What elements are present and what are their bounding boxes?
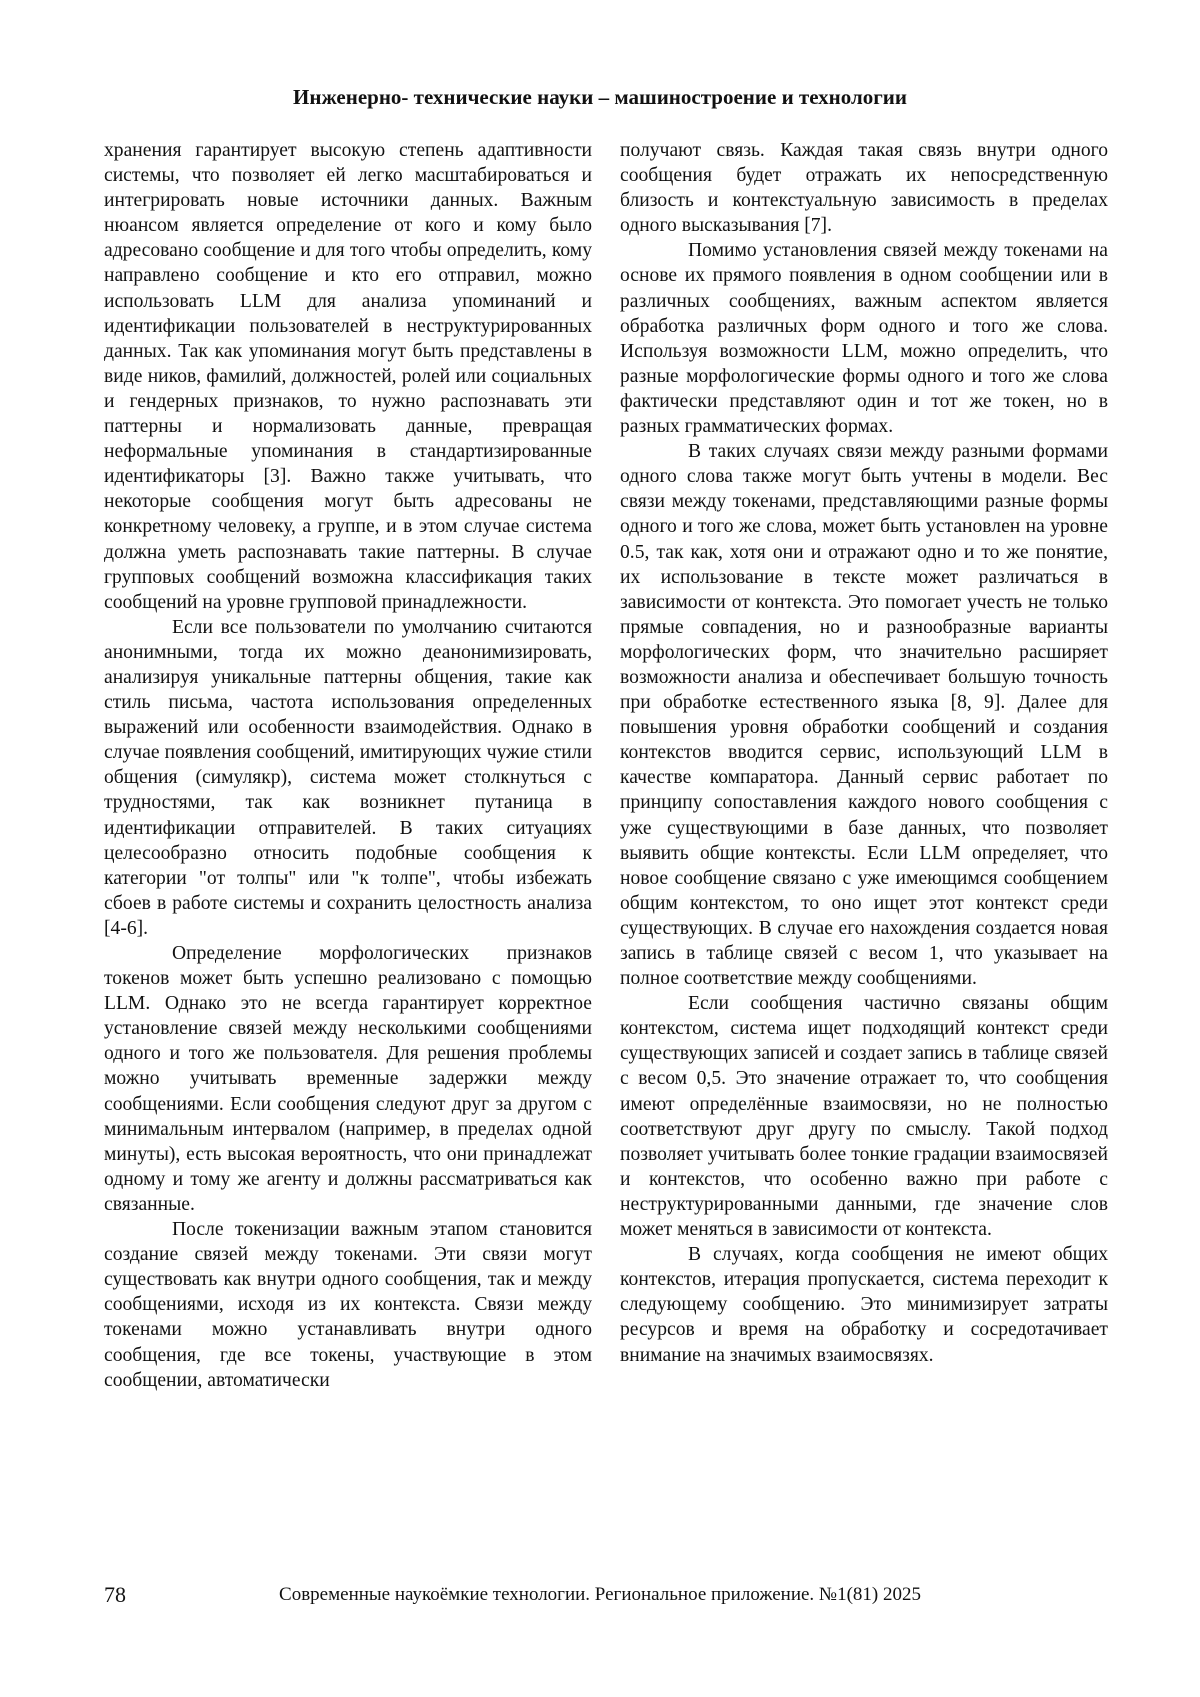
paragraph: Если все пользователи по умолчанию считаются анонимными, тогда их можно деанонимизировать, анализируя уникальные паттерны общения, такие как стиль письма, частота использования определенных выражений или особенности взаимодействия. Однако в случае появления сообщений, имитирующих чужие стили общения (симулякр), система может столкнуться с трудностями, так как возникнет путаница в идентификации отправителей. В таких ситуациях целесообразно относить подобные сообщения к категории "от толпы" или "к толпе", чтобы избежать сбоев в работе системы и сохранить целостность анализа [4-6]. [104,616,592,939]
running-title: Инженерно- технические науки – машиностроение и технологии [293,85,907,109]
paragraph: В случаях, когда сообщения не имеют общих контекстов, итерация пропускается, система переходит к следующему сообщению. Это минимизирует затраты ресурсов и время на обработку и сосредотачивает внимание на значимых взаимосвязях. [620,1244,1108,1366]
page-footer [0,1582,1200,1612]
paragraph: В таких случаях связи между разными формами одного слова также могут быть учтены в модели. Вес связи между токенами, представляющими разные формы одного и того же слова, может быть установлен на уровне 0.5, так как, хотя они и отражают одно и то же понятие, их использование в тексте может различаться в зависимости от контекста. Это помогает учесть не только прямые совпадения, но и разнообразные варианты морфологических форм, что значительно расширяет возможности анализа и обеспечивает большую точность при обработке естественного языка [8, 9]. Далее для повышения уровня обработки сообщений и создания контекстов вводится сервис, использующий LLM в качестве компаратора. Данный сервис работает по принципу сопоставления каждого нового сообщения с уже существующими в базе данных, что позволяет выявить общие контексты. Если LLM определяет, что новое сообщение связано с уже имеющимся сообщением общим контекстом, то оно ищет этот контекст среди существующих. В случае его нахождения создается новая запись в таблице связей с весом 1, что указывает на полное соответствие между сообщениями. [620,441,1108,990]
paragraph: Если сообщения частично связаны общим контекстом, система ищет подходящий контекст среди существующих записей и создает запись в таблице связей с весом 0,5. Это значение отражает то, что сообщения имеют определённые взаимосвязи, но не полностью соответствуют друг другу по смыслу. Такой подход позволяет учитывать более тонкие градации взаимосвязей и контекстов, что особенно важно при работе с неструктурированными данными, где значение слов может меняться в зависимости от контекста. [620,993,1108,1241]
right-column [620,138,1108,1368]
page-number: 78 [104,1582,126,1607]
paragraph: Определение морфологических признаков токенов может быть успешно реализовано с помощью LLM. Однако это не всегда гарантирует корректное установление связей между несколькими сообщениями одного и того же пользователя. Для решения проблемы можно учитывать временные задержки между сообщениями. Если сообщения следуют друг за другом с минимальным интервалом (например, в пределах одной минуты), есть высокая вероятность, что они принадлежат одному и тому же агенту и должны рассматриваться как связанные. [104,943,592,1215]
paragraph: хранения гарантирует высокую степень адаптивности системы, что позволяет ей легко масштабироваться и интегрировать новые источники данных. Важным нюансом является определение от кого и кому было адресовано сообщение и для того чтобы определить, кому направлено сообщение и кто его отправил, можно использовать LLM для анализа упоминаний и идентификации пользователей в неструктурированных данных. Так как упоминания могут быть представлены в виде ников, фамилий, должностей, ролей или социальных и гендерных признаков, то нужно распознавать эти паттерны и нормализовать данные, превращая неформальные упоминания в стандартизированные идентификаторы [3]. Важно также учитывать, что некоторые сообщения могут быть адресованы не конкретному человеку, а группе, и в этом случае система должна уметь распознавать такие паттерны. В случае групповых сообщений возможна классификация таких сообщений на уровне групповой принадлежности. [104,140,592,613]
left-column [104,138,592,1393]
paragraph: Помимо установления связей между токенами на основе их прямого появления в одном сообщении или в различных сообщениях, важным аспектом является обработка различных форм одного и того же слова. Используя возможности LLM, можно определить, что разные морфологические формы одного и того же слова фактически представляют один и тот же токен, но в разных грамматических формах. [620,240,1108,438]
paragraph: получают связь. Каждая такая связь внутри одного сообщения будет отражать их непосредственную близость и контекстуальную зависимость в пределах одного высказывания [7]. [620,140,1108,237]
paragraph: После токенизации важным этапом становится создание связей между токенами. Эти связи могут существовать как внутри одного сообщения, так и между сообщениями, исходя из их контекста. Связи между токенами можно устанавливать внутри одного сообщения, где все токены, участвующие в этом сообщении, автоматически [104,1219,592,1391]
journal-title: Современные наукоёмкие технологии. Региональное приложение. №1(81) 2025 [279,1584,921,1605]
